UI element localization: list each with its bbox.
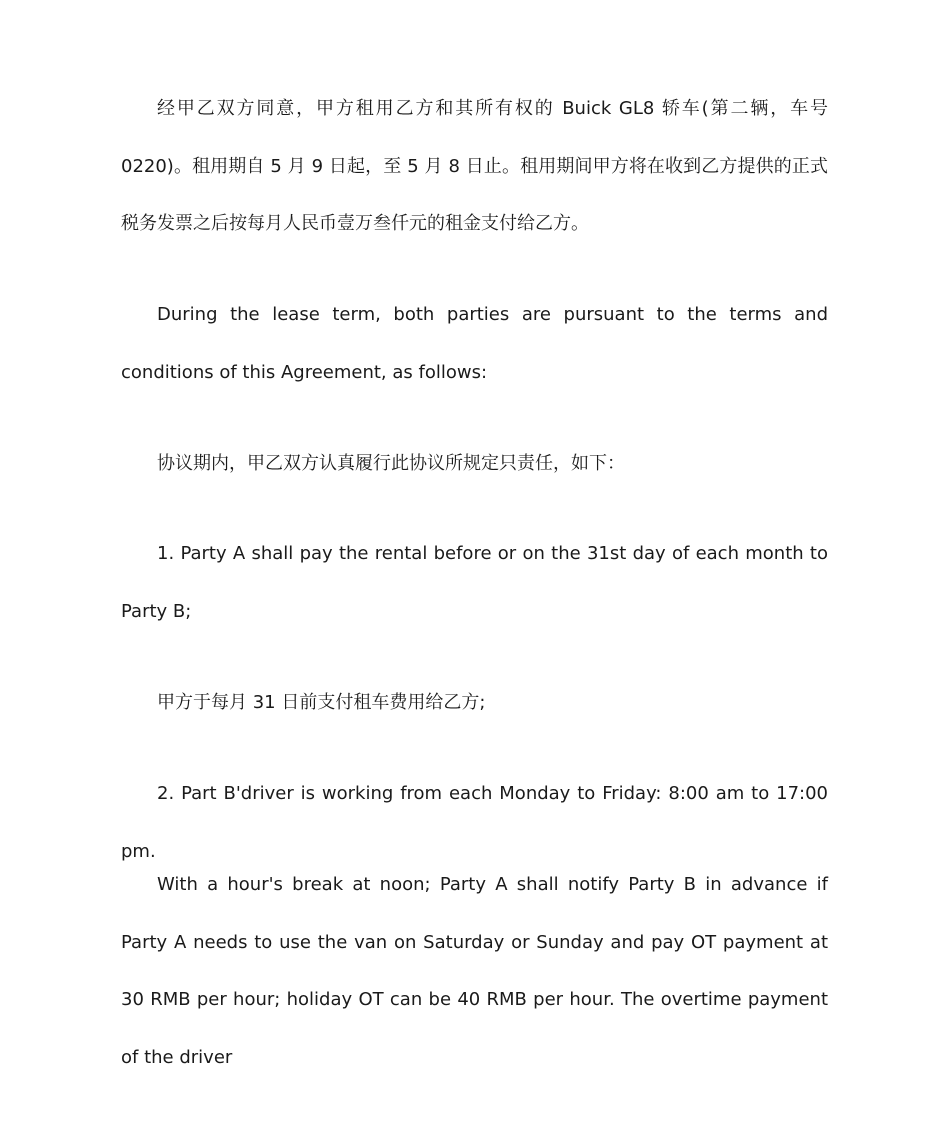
paragraph-clause-1-en: 1. Party A shall pay the rental before or on the 31st day of each month to Party B;: [121, 543, 828, 622]
paragraph-clause-1-cn: 甲方于每月 31 日前支付租车费用给乙方;: [157, 692, 486, 713]
paragraph-lease-terms-en: During the lease term, both parties are pursuant to the terms and conditions of this Agreement, as follows:: [121, 304, 828, 383]
paragraph-obligations-cn: 协议期内，甲乙双方认真履行此协议所规定只责任，如下：: [157, 453, 625, 474]
paragraph-lease-terms-cn: 经甲乙双方同意，甲方租用乙方和其所有权的 Buick GL8 轿车(第二辆，车号 0220)。租用期自 5 月 9 日起，至 5 月 8 日止。租用期间甲方将在收到乙方提供的正式税务发票之后按每月人民币壹万叁仟元的租金支付给乙方。: [121, 98, 828, 234]
paragraph-overtime-en: With a hour's break at noon; Party A shall notify Party B in advance if Party A needs to use the van on Saturday or Sunday and pay OT payment at 30 RMB per hour; holiday OT can be 40 RMB per hour. The overtime payment of the driver: [121, 874, 828, 1068]
paragraph-clause-2-en: 2. Part B'driver is working from each Monday to Friday: 8:00 am to 17:00 pm.: [121, 783, 828, 862]
